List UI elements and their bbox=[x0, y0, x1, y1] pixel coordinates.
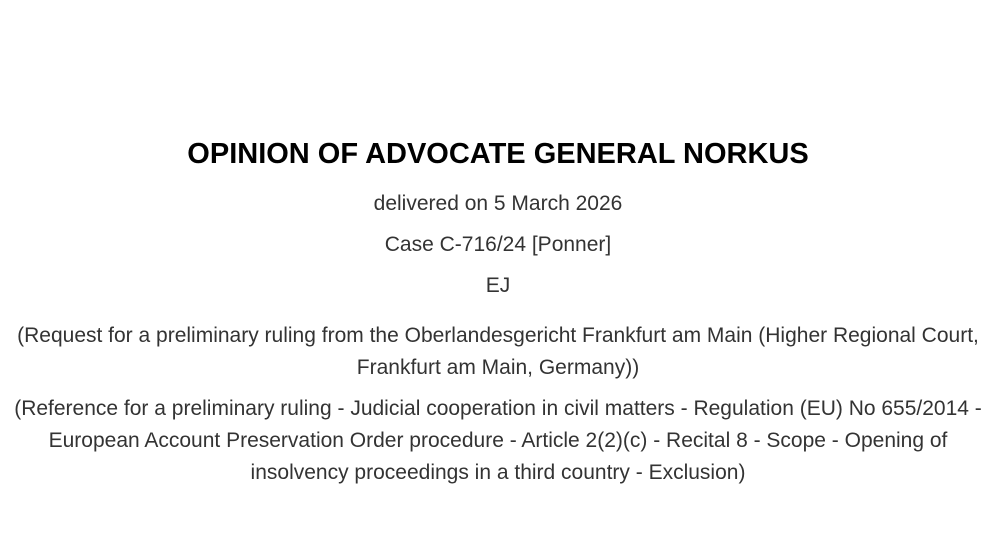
case-keywords: (Reference for a preliminary ruling - Judicial cooperation in civil matters - Regulation (EU) No 655/2014 - European Account Preservation Order procedure - Article 2(2)(c) - Recital 8 - Scope - Opening of insolvency proceedings in a third country - Exclusion) bbox=[14, 397, 982, 484]
request-description: (Request for a preliminary ruling from the Oberlandesgericht Frankfurt am Main (Higher Regional Court, Frankfurt am Main, Germany)) bbox=[17, 324, 979, 379]
party-name: EJ bbox=[485, 274, 511, 297]
opinion-title: OPINION OF ADVOCATE GENERAL NORKUS bbox=[187, 138, 809, 170]
delivery-date: delivered on 5 March 2026 bbox=[373, 192, 623, 215]
case-reference: Case C-716/24 [Ponner] bbox=[384, 233, 612, 256]
